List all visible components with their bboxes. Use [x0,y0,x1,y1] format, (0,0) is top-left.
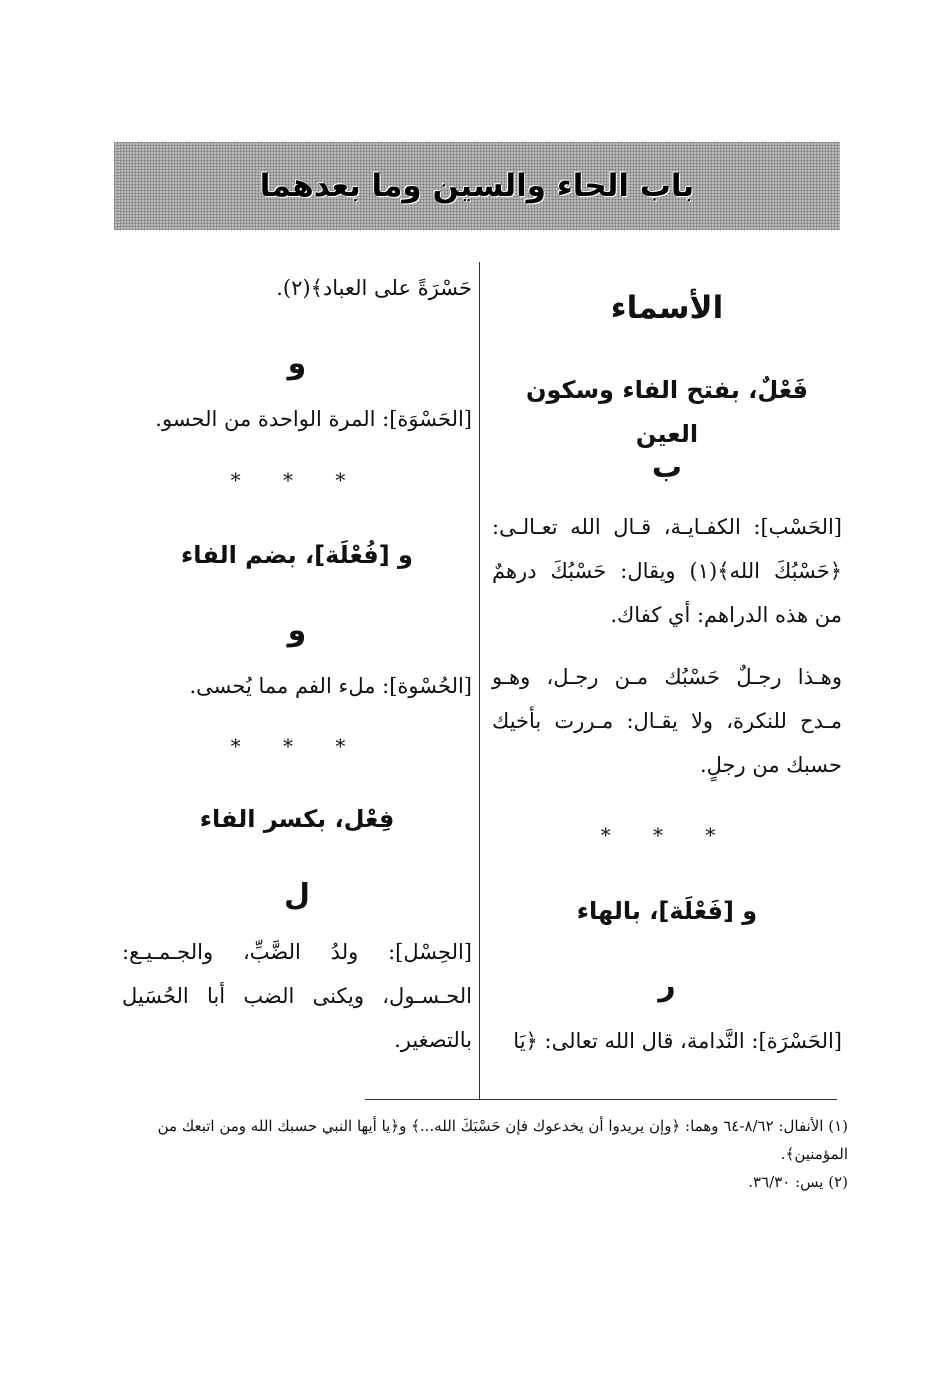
pattern-heading-faal: فَعْلٌ، بفتح الفاء وسكون العين [525,376,809,448]
entry-hasra-continued: حَسْرَةً على العباد﴾(٢). [276,276,472,300]
letter-heading-w-2: و [287,613,307,648]
entry-hasra: [الحَسْرَة]: النَّدامة، قال الله تعالى: ﴿يَا [513,1029,842,1053]
footnote-1: (١) الأنفال: ٨/٦٢-٦٤ وهما: ﴿وإن يريدوا أن يخدعوك فإن حَسْبَكَ الله...﴾ و﴿يا أيها النبي حسبك الله ومن اتبعك من المؤمنين﴾. [157,1117,848,1163]
entry-hisl: [الحِسْل]: ولدُ الضَّبِّ، والجـمـيـع: الحـسـول، ويكنى الضب أبا الحُسَيل بالتصغير. [122,940,472,1052]
section-title-asmaa: الأسماء [610,290,724,326]
entry-hussoa: [الحُسْوة]: ملء الفم مما يُحسى. [189,674,472,698]
chapter-title: باب الحاء والسين وما بعدهما [259,168,695,204]
entry-hasb-continued: وهـذا رجـلٌ حَسْبُك مـن رجـل، وهـو مـدح للنكرة، ولا يقـال: مـررت بأخيك حسبك من رجلٍ. [492,665,842,777]
pattern-heading-fil: فِعْل، بكسر الفاء [199,805,395,833]
letter-heading-l: ل [283,878,311,913]
section-separator-stars-2: * * * [230,734,364,758]
entry-hasb: [الحَسْب]: الكفـايـة، قـال الله تعـالـى: ﴿حَسْبُكَ الله﴾(١) ويقال: حَسْبُكَ درهمٌ من هذه الدراهم: أي كفاك. [492,515,842,627]
pattern-heading-faala: و [فَعْلَة]، بالهاء [576,897,758,925]
letter-heading-r: ر [658,968,676,1003]
chapter-header-band [114,142,840,230]
section-separator-stars: * * * [600,823,734,847]
footnotes [118,1112,848,1196]
letter-heading-b: ب [651,450,683,485]
footnote-2: (٢) يس: ٣٦/٣٠. [748,1173,848,1191]
section-separator-stars-1: * * * [230,468,364,492]
entry-hasoa: [الحَسْوَة]: المرة الواحدة من الحسو. [155,407,472,431]
letter-heading-w-1: و [287,346,307,381]
pattern-heading-fula: و [فُعْلَة]، بضم الفاء [181,541,413,569]
column-divider [479,262,480,1100]
footnote-rule [365,1099,837,1100]
